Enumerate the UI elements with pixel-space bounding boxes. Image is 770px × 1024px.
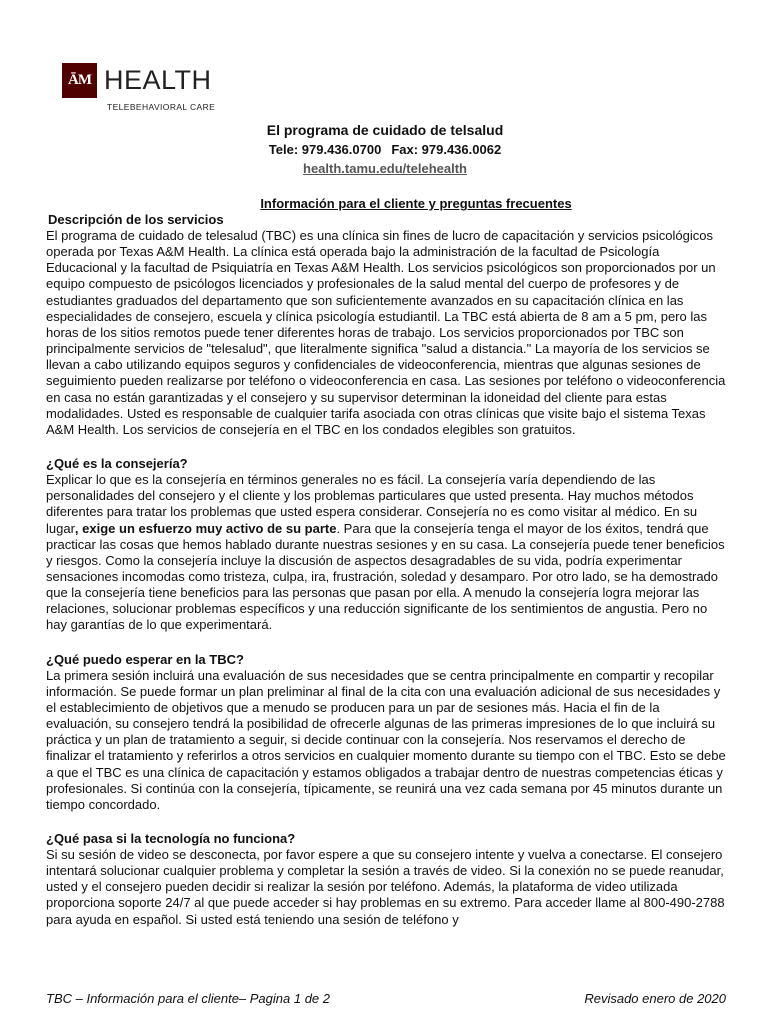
atm-logo-mark: ĀM xyxy=(62,63,97,98)
page-footer xyxy=(46,991,726,1006)
phone-number: Tele: 979.436.0700 xyxy=(268,142,382,157)
technology-paragraph: Si su sesión de video se desconecta, por favor espere a que su consejero intente y vuelva a conectarse. El consejero intentará solucionar cualquier problema y completar la sesión a través de video. Si la conexión no se puede reanudar, usted y el consejero pueden decidir si realizar la sesión por teléfono. Además, la plataforma de video utilizada proporciona soporte 24/7 al que puede acceder si hay problemas en su extremo. Para acceder llame al 800-490-2788 para ayuda en español. Si usted está teniendo una sesión de teléfono y xyxy=(46,847,725,927)
counseling-paragraph xyxy=(46,472,726,634)
counseling-text-a: Explicar lo que es la consejería en términos generales no es fácil. La consejería varía dependiendo de las personalidades del consejero y el cliente y los problemas particulares que usted presenta. Hay muchos métodos diferentes para tratar los problemas que usted espera considerar. Consejería no es como visitar al médico. En su lugar xyxy=(46,472,698,536)
expectations-heading: ¿Qué puedo esperar en la TBC? xyxy=(46,651,244,667)
services-paragraph: El programa de cuidado de telesalud (TBC) es una clínica sin fines de lucro de capacitación y servicios psicológicos operada por Texas A&M Health. La clínica está operada bajo la administración de la facultad de Psicología Educacional y la facultad de Psiquiatría en Texas A&M Health. Los servicios psicológicos son proporcionados por un equipo compuesto de psicólogos licenciados y profesionales de la salud mental del cuerpo de profesores y de estudiantes graduados del departamento que son suficientemente avanzados en su capacitación clínica en las especialidades de consejero, escuela y clínica psicología estudiantil. La TBC está abierta de 8 am a 5 pm, pero las horas de los sitios remotos puede tener diferentes horas de trabajo. Los servicios proporcionados por TBC son principalmente servicios de "telesalud", que literalmente significa "salud a distancia." La mayoría de los servicios se llevan a cabo utilizando equipos seguros y confidenciales de videoconferencia, mientras que algunas sesiones de seguimiento pueden realizarse por teléfono o videoconferencia en casa. Las sesiones por teléfono o videoconferencia en casa no están garantizadas y el consejero y su supervisor determinan la idoneidad del cliente para estas modalidades. Usted es responsable de cualquier tarifa asociada con otras clínicas que visite bajo el sistema Texas A&M Health. Los servicios de consejería en el TBC en los condados elegibles son gratuitos. xyxy=(46,228,726,437)
footer-left: TBC – Información para el cliente– Pagina 1 de 2 xyxy=(46,991,331,1006)
document-header xyxy=(0,120,770,179)
contact-line xyxy=(0,140,770,159)
services-heading: Descripción de los servicios xyxy=(48,212,224,227)
section-title: Información para el cliente y preguntas frecuentes xyxy=(260,196,572,211)
logo-wordmark: HEALTH xyxy=(104,65,212,95)
counseling-heading: ¿Qué es la consejería? xyxy=(46,456,188,472)
expectations-paragraph: La primera sesión incluirá una evaluación de sus necesidades que se centra principalmente en compartir y recopilar información. Se puede formar un plan preliminar al final de la cita con una evaluación adicional de sus necesidades y el establecimiento de objetivos que a menudo se producen para un par de sesiones más. Hacia el fin de la evaluación, su consejero tendrá la posibilidad de ofrecerle algunas de las primeras impresiones de lo que incluirá su práctica y un plan de tratamiento a seguir, si decide continuar con la consejería. Nos reservamos el derecho de finalizar el tratamiento y referirlos a otros servicios en cualquier momento durante su tiempo con el TBC. Esto se debe a que el TBC es una clínica de capacitación y estamos obligados a trabajar dentro de nuestras competencias éticas y profesionales. Si continúa con la consejería, típicamente, se reunirá una vez cada semana por 45 minutos durante un tiempo concordado. xyxy=(46,667,726,812)
counseling-text-b: . Para que la consejería tenga el mayor de los éxitos, tendrá que practicar las cosas que hemos hablado durante nuestras sesiones y en su casa. La consejería puede tener beneficios y riesgos. Como la consejería incluye la discusión de aspectos desagradables de su vida, podría experimentar sensaciones incomodas como tristeza, culpa, ira, frustración, soledad y desamparo. Por otro lado, se ha demostrado que la consejería tiene beneficios para las personas que pasan por ella. A menudo la consejería logra mejorar las relaciones, solucionar problemas específicos y una reducción significante de los sentimientos de angustia. Pero no hay garantías de lo que experimentará. xyxy=(46,520,725,633)
document-body xyxy=(46,196,726,928)
counseling-emphasis: , exige un esfuerzo muy activo de su parte xyxy=(74,520,337,536)
website-link[interactable]: health.tamu.edu/telehealth xyxy=(303,161,467,176)
fax-number: Fax: 979.436.0062 xyxy=(391,142,502,157)
document-title: El programa de cuidado de telsalud xyxy=(266,122,504,138)
logo-subtitle: TELEBEHAVIORAL CARE xyxy=(107,102,216,112)
technology-heading: ¿Qué pasa si la tecnología no funciona? xyxy=(46,831,296,846)
footer-revision: Revisado enero de 2020 xyxy=(584,991,726,1006)
